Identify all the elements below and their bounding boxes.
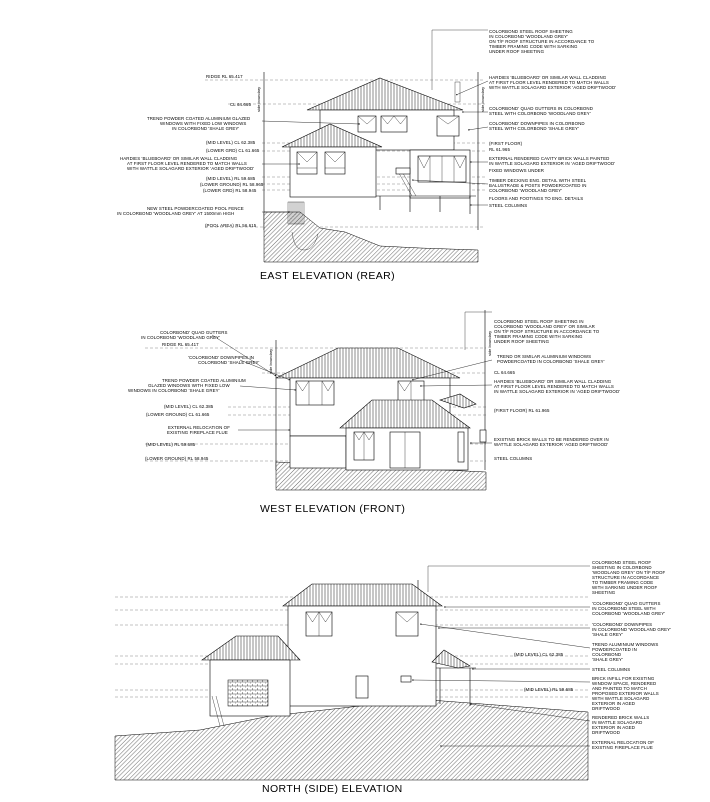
annotation-text: COLORBOND 'SHALE GREY' (198, 360, 260, 365)
annotation-text: DRIFTWOOD (592, 706, 620, 711)
annotation-text: COLORBOND STEEL ROOF SHEETING (489, 29, 573, 34)
east-elevation (117, 29, 616, 282)
annotation-text: SHEETING (592, 590, 616, 595)
annotation-text: TIMBER DECKING ENG. DETAIL WITH STEEL (489, 178, 587, 183)
annotation-text: STEEL COLUMNS (494, 456, 533, 461)
north-mid-rl: (MID LEVEL) RL 59.685 (524, 687, 574, 692)
annotation-text: HARDIES 'BLUEBOARD' OR SIMILAR WALL CLADDING (494, 379, 612, 384)
annotation-text: (LOWER GROUND) RL 58.945 (145, 456, 209, 461)
west-main-roof (276, 348, 460, 378)
annotation-text: (MID LEVEL) CL 62.385 (206, 140, 256, 145)
annotation-text: COLORBOND STEEL ROOF (592, 560, 652, 565)
annotation-text: 'COLORBOND' DOWNPIPES (592, 622, 653, 627)
annotation-text: COLORBOND 'WOODLAND GREY' OR SIMILAR (494, 324, 595, 329)
annotation-text: AND PAINTED TO MATCH (592, 686, 647, 691)
east-deck-rail (396, 168, 410, 174)
annotation-text: 'SHALE GREY' (592, 657, 623, 662)
north-porch-roof (432, 650, 470, 668)
annotation-text: (MID LEVEL) RL 59.685 (206, 176, 256, 181)
annotation-text: BALUSTRADE & POSTS POWDERCOATED IN (489, 183, 587, 188)
east-upper-window-3 (437, 116, 459, 136)
annotation-text: IN COLORBOND 'WOODLAND GREY' (489, 34, 569, 39)
annotation-text: EXTERNAL RELOCATION OF (168, 425, 230, 430)
annotation-text: WITH WATTLE SOLAGARD EXTERIOR 'AGED DRIFTWOOD' (489, 85, 617, 90)
annotation-text: EXISTING BRICK WALLS TO BE RENDERED OVER IN (494, 437, 609, 442)
annotation-text: (MID LEVEL) CL 62.385 (164, 404, 214, 409)
annotation-text: STEEL COLUMNS (489, 203, 528, 208)
annotation-text: (LOWER GRD) CL 61.665 (206, 148, 260, 153)
annotation-text: (LOWER GROUND) CL 61.665 (146, 412, 210, 417)
annotation-text: UNDER ROOF SHEETING (494, 339, 550, 344)
annotation-text: EXTERNAL RELOCATION OF (592, 740, 654, 745)
annotation-text: COLORBOND 'WOODLAND GREY' (592, 611, 666, 616)
annotation-text: IN COLORBOND 'WOODLAND GREY' (592, 627, 672, 632)
annotation-text: IN COLORBOND 'SHALE GREY' (172, 126, 240, 131)
east-elevation-title: EAST ELEVATION (REAR) (260, 270, 396, 282)
annotation-text: STEEL WITH COLORBOND 'SHALE GREY' (489, 126, 579, 131)
annotation-text: ON T/F ROOF STRUCTURE IN ACCORDANCE TO (494, 329, 600, 334)
annotation-text: GLAZED WINDOWS WITH FIXED LOW (148, 383, 230, 388)
annotation-text: IN WATTLE SOLAGARD EXTERIOR IN 'AGED DRIFTWOOD' (494, 389, 621, 394)
annotation-text: DRIFTWOOD (592, 730, 620, 735)
annotation-text: STRUCTURE IN ACCORDANCE (592, 575, 660, 580)
annotation-text: 'COLORBOND' DOWNPIPES IN (188, 355, 255, 360)
annotation-text: WITH WATTLE SOLAGARD (592, 696, 650, 701)
annotation-text: STEEL COLUMNS (592, 667, 631, 672)
annotation-text: 'SHALE GREY' (592, 632, 623, 637)
annotation-text: TREND POWDER COATED ALUMINIUM GLAZED (147, 116, 251, 121)
annotation-text: (FIRST FLOOR) RL 61.965 (494, 408, 550, 413)
annotation-text: 'WOODLAND GREY' ON T/F ROOF (592, 570, 666, 575)
east-lower-window-1 (297, 152, 317, 174)
west-gate (480, 430, 486, 442)
annotation-text: BRICK INFILL FOR EXISTING (592, 676, 655, 681)
annotation-text: EXISTING FIREPLACE FLUE (167, 430, 228, 435)
north-brick-infill (228, 680, 268, 706)
annotation-text: ON T/F ROOF STRUCTURE IN ACCORDANCE TO (489, 39, 595, 44)
annotation-text: WITH SARKING UNDER ROOF (592, 585, 658, 590)
annotation-text: (MID LEVEL) RL 59.685 (146, 442, 196, 447)
north-lower-roof (202, 636, 300, 660)
east-boundary-label-left: side boundary (256, 86, 261, 112)
annotation-text: COLORBOND' QUAD GUTTERS (160, 330, 228, 335)
west-lower-wall-left (290, 436, 346, 468)
annotation-text: (LOWER GROUND) RL 58.965 (200, 182, 264, 187)
annotation-text: TIMBER FRAMING CODE WITH SARKING (494, 334, 583, 339)
north-elevation (115, 560, 671, 795)
annotation-text: NEW STEEL POWDERCOATED POOL FENCE (147, 206, 244, 211)
west-elevation-title: WEST ELEVATION (FRONT) (260, 503, 406, 515)
annotation-text: PROPOSED EXTERIOR WALLS (592, 691, 659, 696)
annotation-text: TO TIMBER FRAMING CODE (592, 580, 654, 585)
annotation-text: WINDOW SPACE, RENDERED (592, 681, 657, 686)
annotation-text: TREND ALUMINIUM WINDOWS (592, 642, 659, 647)
annotation-text: STEEL WITH COLORBOND 'WOODLAND GREY' (489, 111, 591, 116)
annotation-text: (LOWER GRD) RL 58.945 (203, 188, 257, 193)
annotation-text: CL 64.665 (230, 102, 251, 107)
annotation-text: TREND OR SIMILAR ALUMINIUM WINDOWS (497, 354, 592, 359)
annotation-text: TREND POWDER COATED ALUMINIUM (162, 378, 246, 383)
annotation-text: EXTERNAL RENDERED CAVITY BRICK WALLS PAINTED (489, 156, 610, 161)
annotation-text: COLORBOND 'WOODLAND GREY' (489, 188, 563, 193)
west-elevation (128, 310, 620, 515)
annotation-text: AT FIRST FLOOR LEVEL RENDERED TO MATCH WALLS (127, 161, 247, 166)
annotation-text: IN WATTLE SOLAGARD EXTERIOR IN 'AGED DRIFTWOOD' (489, 161, 616, 166)
east-upper-roof (307, 78, 463, 110)
annotation-text: TIMBER FRAMING CODE WITH SARKING (489, 44, 578, 49)
annotation-text: WINDOWS WITH FIXED LOW WINDOWS (160, 121, 247, 126)
north-infill (401, 676, 411, 682)
annotation-text: 'COLORBOND' QUAD GUTTERS (592, 601, 661, 606)
annotation-text: FLOORS AND FOOTINGS TO ENG. DETAILS (489, 196, 584, 201)
annotation-text: POWDERCOATED IN COLORBOND 'SHALE GREY' (497, 359, 605, 364)
west-window-1 (296, 381, 334, 405)
north-elevation-title: NORTH (SIDE) ELEVATION (262, 783, 403, 795)
annotation-text: EXTERIOR IN AGED (592, 725, 636, 730)
annotation-text: WITH WATTLE SOLAGARD EXTERIOR 'AGED DRIFTWOOD' (127, 166, 255, 171)
annotation-text: CL 64.665 (494, 370, 515, 375)
east-note-ridge: RIDGE RL 65.417 (206, 74, 243, 79)
north-window-2 (396, 612, 418, 636)
annotation-text: COLORBOND (592, 652, 622, 657)
annotation-text: UNDER ROOF SHEETING (489, 49, 545, 54)
annotation-text: COLORBOND' QUAD GUTTERS IN COLORBOND (489, 106, 593, 111)
annotation-text: COLORBOND STEEL ROOF SHEETING IN (494, 319, 584, 324)
annotation-text: HARDIES 'BLUEBOARD' OR SIMILAR WALL CLADDING (489, 75, 607, 80)
annotation-text: WINDOWS IN COLORBOND 'SHALE GREY' (128, 388, 220, 393)
east-chimney (455, 82, 460, 102)
annotation-text: IN WATTLE SOLAGARD (592, 720, 643, 725)
north-ground (115, 700, 588, 780)
annotation-text: FIXED WINDOWS UNDER (489, 168, 545, 173)
annotation-text: (POOL AREA) RL 56.615 (205, 223, 257, 228)
annotation-text: IN COLORBOND STEEL WITH (592, 606, 656, 611)
west-boundary-label-right: side boundary (487, 330, 492, 356)
north-mid-level: (MID LEVEL) CL 62.385 (514, 652, 564, 657)
annotation-text: HARDIES 'BLUEBOARD' OR SIMILAR WALL CLADDING (120, 156, 238, 161)
east-boundary-label-right: side boundary (480, 86, 485, 112)
north-small-window (356, 676, 368, 698)
annotation-text: POWDERCOATED IN (592, 647, 637, 652)
annotation-text: RL 61.965 (489, 147, 510, 152)
west-boundary-label-left: side boundary (268, 348, 273, 374)
annotation-text: RENDERED BRICK WALLS (592, 715, 650, 720)
west-flue (458, 432, 464, 462)
annotation-text: AT FIRST FLOOR LEVEL RENDERED TO MATCH WALLS (489, 80, 609, 85)
annotation-text: EXISTING FIREPLACE FLUE (592, 745, 653, 750)
annotation-text: AT FIRST FLOOR LEVEL RENDERED TO MATCH WALLS (494, 384, 614, 389)
annotation-text: (FIRST FLOOR) (489, 141, 523, 146)
annotation-text: EXTERIOR IN AGED (592, 701, 636, 706)
annotation-text: SHEETING IN COLORBOND (592, 565, 652, 570)
north-porch-columns (436, 668, 476, 706)
east-columns (376, 196, 476, 214)
annotation-text: WATTLE SOLAGARD EXTERIOR 'AGED DRIFTWOOD' (494, 442, 609, 447)
annotation-text: COLORBOND' DOWNPIPES IN COLORBOND (489, 121, 585, 126)
annotation-text: IN COLORBOND 'WOODLAND GREY' (141, 335, 221, 340)
annotation-text: IN COLORBOND 'WOODLAND GREY' AT 1500mm HIGH (117, 211, 235, 216)
east-lower-window-2 (325, 152, 345, 174)
east-upper-window-2 (381, 116, 407, 132)
annotation-text: RIDGE RL 65.417 (162, 342, 199, 347)
